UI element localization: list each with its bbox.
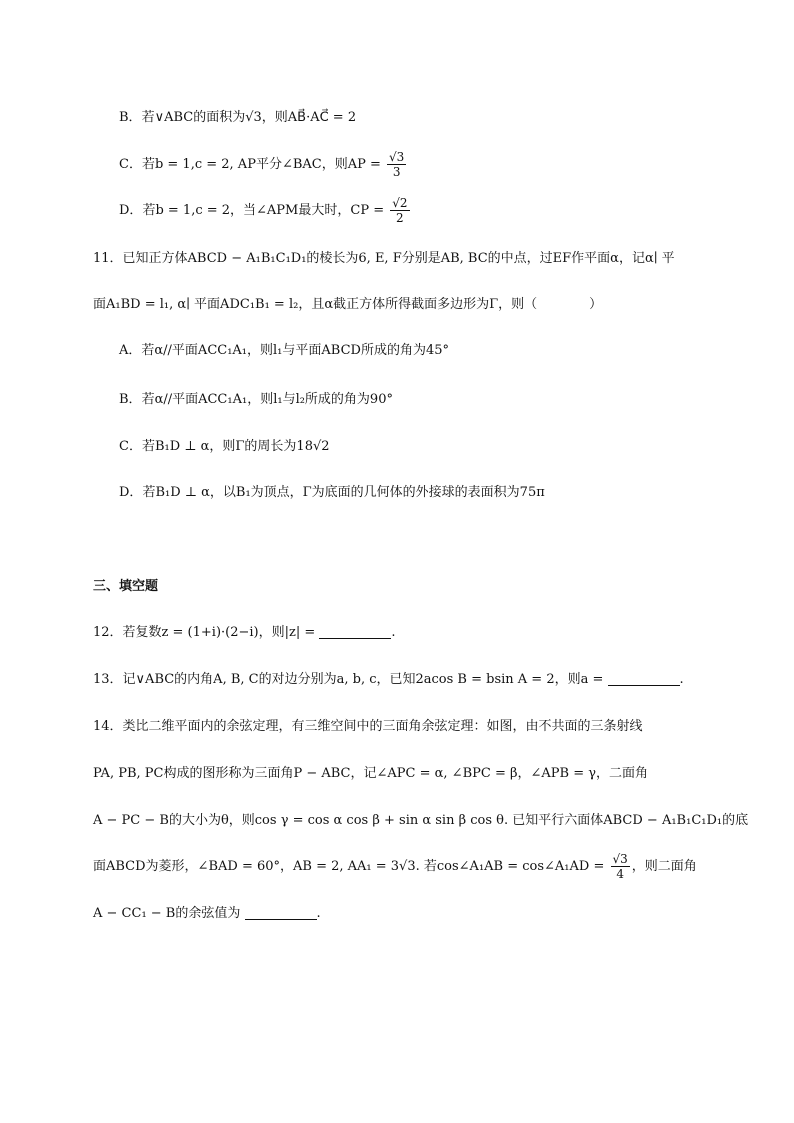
q10-option-d: D．若b = 1,c = 2，当∠APM最大时，CP = $\frac{√2}{2}$ — [119, 196, 408, 225]
answer-blank[interactable] — [319, 626, 391, 639]
q13: 13．记∨ABC的内角A, B, C的对边分别为a, b, c，已知2acos B = bsin A = 2，则a = . — [93, 672, 684, 687]
q14-line4: 面ABCD为菱形，∠BAD = 60°，AB = 2, AA₁ = 3√3. 若cos∠A₁AB = cos∠A₁AD = $\frac{√3}{4}$ ，则二面角 — [93, 852, 697, 881]
q14-line1: 14．类比二维平面内的余弦定理，有三维空间中的三面角余弦定理：如图，由不共面的三条射线 — [93, 719, 643, 734]
q11-option-c: C．若B₁D ⊥ α，则Γ的周长为18√2 — [119, 439, 330, 454]
fraction: $\frac{√3}{4}$ — [612, 852, 628, 881]
q12: 12．若复数z = (1+i)·(2−i)，则|z| = . — [93, 625, 396, 640]
answer-blank[interactable] — [608, 673, 680, 686]
section-heading: 三、填空题 — [93, 579, 159, 594]
q11-option-d: D．若B₁D ⊥ α，以B₁为顶点，Γ为底面的几何体的外接球的表面积为75π — [119, 485, 545, 500]
q10-option-b: B．若∨ABC的面积为√3，则AB⃗·AC⃗ = 2 — [119, 110, 357, 125]
q11-option-a: A．若α//平面ACC₁A₁，则l₁与平面ABCD所成的角为45° — [119, 343, 449, 358]
fraction: $\frac{√2}{2}$ — [392, 196, 408, 225]
q14-line3: A − PC − B的大小为θ，则cos γ = cos α cos β + sin α sin β cos θ. 已知平行六面体ABCD − A₁B₁C₁D₁的底 — [93, 813, 749, 828]
q14-line2: PA, PB, PC构成的图形称为三面角P − ABC，记∠APC = α, ∠BPC = β，∠APB = γ，二面角 — [93, 766, 648, 781]
q11-stem-line2: 面A₁BD = l₁, α∣ 平面ADC₁B₁ = l₂，且α截正方体所得截面多边形为Γ，则（ ） — [93, 297, 603, 312]
answer-blank[interactable] — [245, 907, 317, 920]
q11-stem-line1: 11．已知正方体ABCD − A₁B₁C₁D₁的棱长为6, E, F分别是AB, BC的中点，过EF作平面α，记α∣ 平 — [93, 251, 675, 266]
q10-option-c: C．若b = 1,c = 2, AP平分∠BAC，则AP = $\frac{√3}{3}$ — [119, 150, 405, 179]
q11-option-b: B．若α//平面ACC₁A₁，则l₁与l₂所成的角为90° — [119, 392, 393, 407]
fraction: $\frac{√3}{3}$ — [389, 150, 405, 179]
q14-line5: A − CC₁ − B的余弦值为 . — [93, 906, 321, 921]
